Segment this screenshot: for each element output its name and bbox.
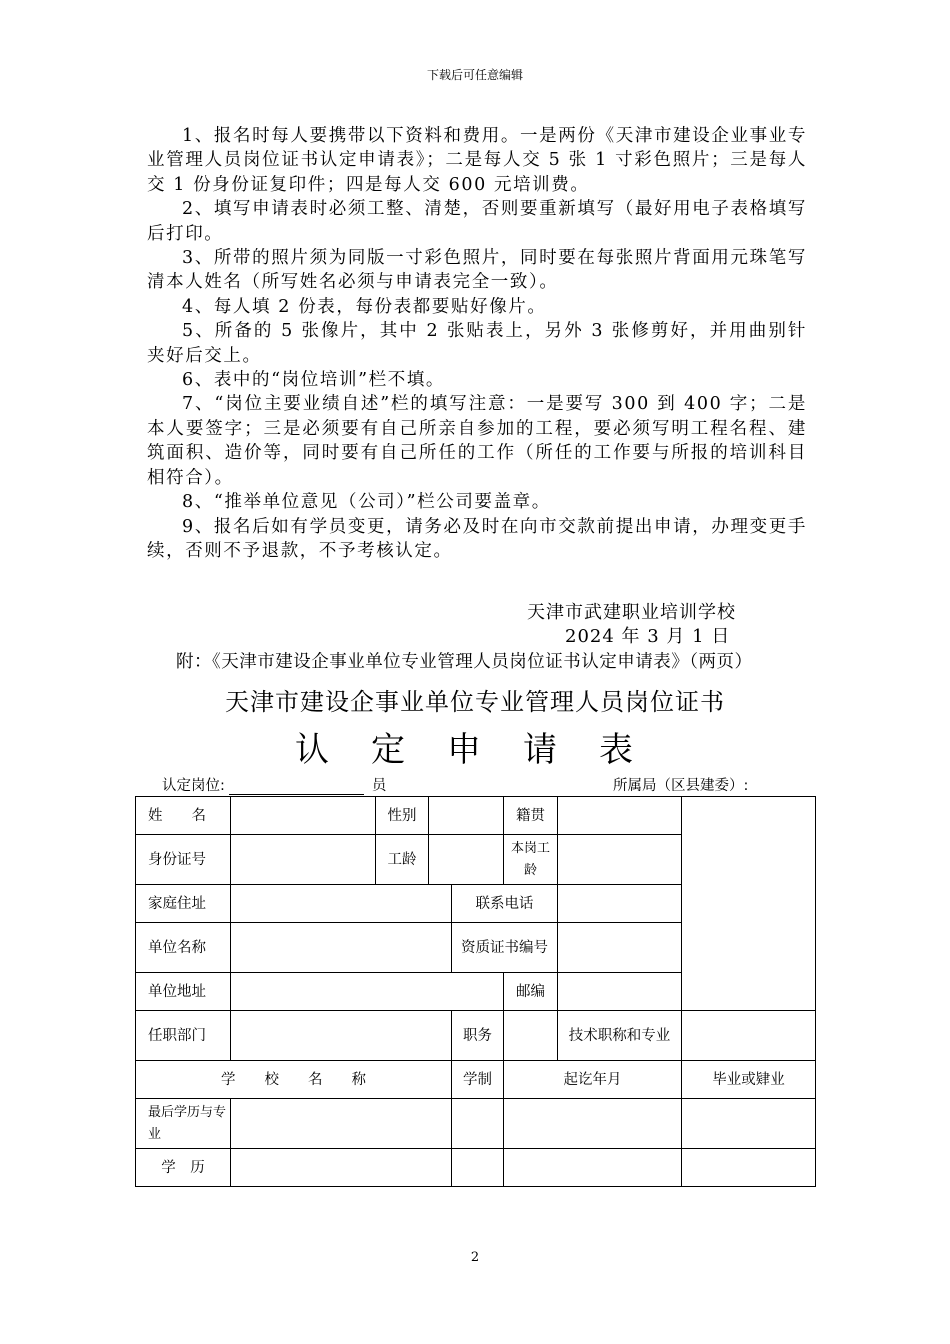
label-unit-name: 单位名称 — [136, 923, 231, 973]
form-title: 天津市建设企事业单位专业管理人员岗位证书 — [225, 688, 725, 716]
signature-date: 2024 年 3 月 1 日 — [565, 626, 731, 647]
name-field[interactable] — [231, 797, 376, 835]
unit-name-field[interactable] — [231, 923, 452, 973]
label-last-edu: 最后学历与专业 — [136, 1099, 231, 1149]
id-no-field[interactable] — [231, 835, 376, 885]
application-form-table — [135, 796, 816, 1187]
education-system-field[interactable] — [452, 1149, 504, 1187]
education-period-field[interactable] — [504, 1149, 682, 1187]
label-id-no: 身份证号 — [136, 835, 231, 885]
cert-no-field[interactable] — [558, 923, 682, 973]
instruction-2: 2、填写申请表时必须工整、清楚，否则要重新填写（最好用电子表格填写后打印。 — [147, 199, 807, 244]
post-seniority-field[interactable] — [558, 835, 682, 885]
label-education: 学 历 — [136, 1149, 231, 1187]
label-gender: 性别 — [376, 797, 429, 835]
label-school-system: 学制 — [452, 1061, 504, 1099]
phone-field[interactable] — [558, 885, 682, 923]
education-school-field[interactable] — [231, 1149, 452, 1187]
last-edu-graduate-field[interactable] — [682, 1099, 816, 1149]
page-number: 2 — [470, 1250, 480, 1265]
instruction-4: 4、每人填 2 份表，每份表都要贴好像片。 — [182, 296, 547, 317]
signature-org: 天津市武建职业培训学校 — [527, 602, 736, 623]
label-address: 家庭住址 — [136, 885, 231, 923]
label-school-name: 学 校 名 称 — [136, 1061, 452, 1099]
label-postcode: 邮编 — [504, 973, 558, 1011]
last-edu-school-field[interactable] — [231, 1099, 452, 1149]
department-field[interactable] — [231, 1011, 452, 1061]
instruction-1: 1、报名时每人要携带以下资料和费用。一是两份《天津市建设企业事业专业管理人员岗位证书认定申请表》；二是每人交 5 张 1 寸彩色照片；三是每人交 1 份身份证复印件；四是每人交 600 元培训费。 — [147, 126, 807, 195]
label-graduate: 毕业或肄业 — [682, 1061, 816, 1099]
instruction-7: 7、“岗位主要业绩自述”栏的填写注意：一是要写 300 到 400 字；二是本人要签字；三是必须要有自己所亲自参加的工程，要必须写明工程名程、建筑面积、造价等，同时要有自己所任的工作（所任的工作要与所报的培训科目相符合）。 — [147, 394, 807, 488]
attachment-note: 附：《天津市建设企事业单位专业管理人员岗位证书认定申请表》（两页） — [176, 652, 753, 672]
label-post-seniority: 本岗工龄 — [504, 835, 558, 885]
label-seniority: 工龄 — [376, 835, 429, 885]
instruction-9: 9、报名后如有学员变更，请务必及时在向市交款前提出申请，办理变更手续，否则不予退款，不予考核认定。 — [147, 516, 807, 561]
label-period: 起讫年月 — [504, 1061, 682, 1099]
education-graduate-field[interactable] — [682, 1149, 816, 1187]
label-native: 籍贯 — [504, 797, 558, 835]
position-suffix: 员 — [371, 778, 387, 794]
instruction-8: 8、“推举单位意见（公司）”栏公司要盖章。 — [182, 492, 551, 513]
label-name: 姓 名 — [136, 797, 231, 835]
position-field — [162, 774, 386, 795]
unit-address-field[interactable] — [231, 973, 504, 1011]
instruction-5: 5、所备的 5 张像片，其中 2 张贴表上，另外 3 张修剪好，并用曲别针夹好后交上。 — [147, 321, 807, 366]
duty-field[interactable] — [504, 1011, 558, 1061]
address-field[interactable] — [231, 885, 452, 923]
label-unit-address: 单位地址 — [136, 973, 231, 1011]
bureau-label: 所属局（区县建委）: — [613, 778, 749, 794]
position-blank[interactable] — [229, 780, 364, 795]
photo-box — [682, 797, 816, 1011]
form-subtitle: 认定申请表 — [295, 730, 675, 770]
position-label: 认定岗位: — [162, 778, 225, 794]
label-duty: 职务 — [452, 1011, 504, 1061]
instruction-3: 3、所带的照片须为同版一寸彩色照片，同时要在每张照片背面用元珠笔写清本人姓名（所写姓名必须与申请表完全一致）。 — [147, 248, 807, 293]
seniority-field[interactable] — [429, 835, 504, 885]
label-department: 任职部门 — [136, 1011, 231, 1061]
instructions — [147, 124, 807, 563]
native-field[interactable] — [558, 797, 682, 835]
last-edu-system-field[interactable] — [452, 1099, 504, 1149]
label-tech-title: 技术职称和专业 — [558, 1011, 682, 1061]
gender-field[interactable] — [429, 797, 504, 835]
instruction-6: 6、表中的“岗位培训”栏不填。 — [182, 370, 446, 391]
tech-title-field[interactable] — [682, 1011, 816, 1061]
label-cert-no: 资质证书编号 — [452, 923, 558, 973]
label-phone: 联系电话 — [452, 885, 558, 923]
postcode-field[interactable] — [558, 973, 682, 1011]
last-edu-period-field[interactable] — [504, 1099, 682, 1149]
header-note: 下载后可任意编辑 — [426, 68, 523, 82]
